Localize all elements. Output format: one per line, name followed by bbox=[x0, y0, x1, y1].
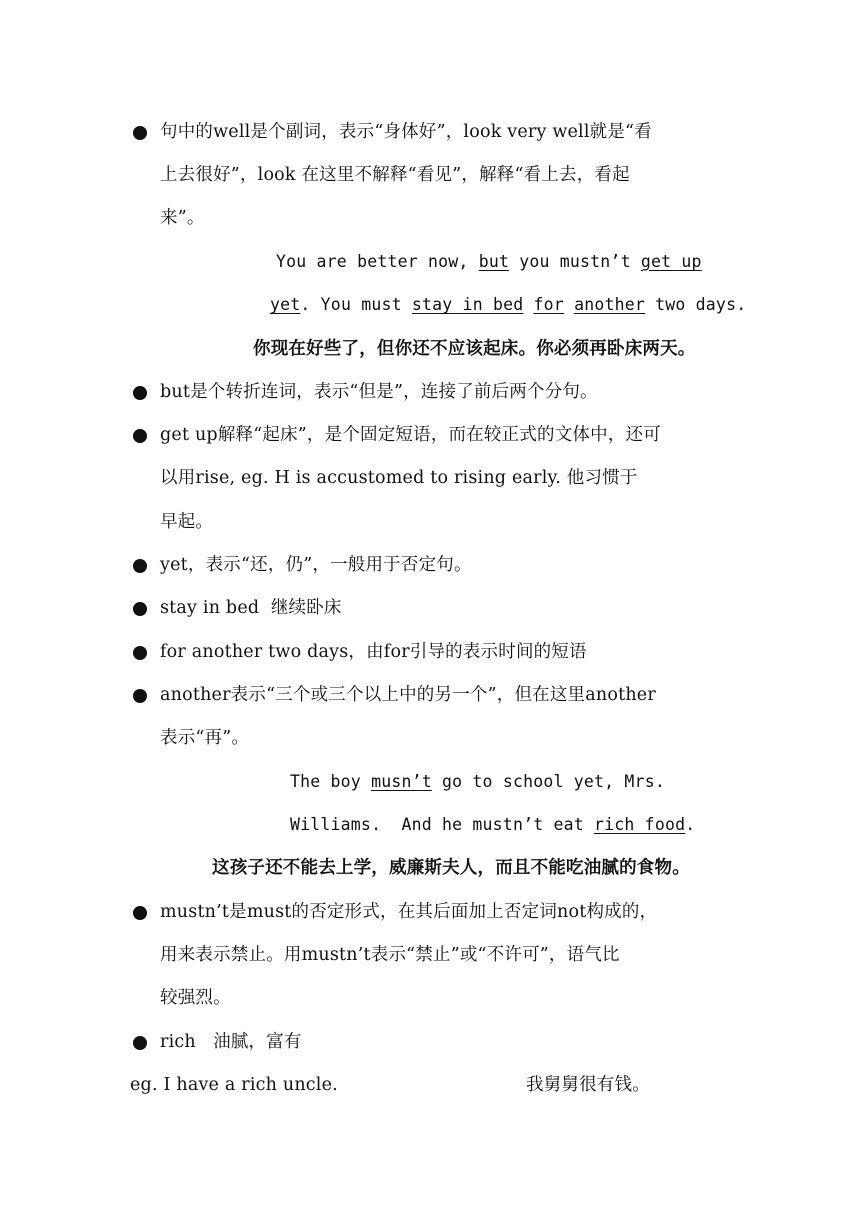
note-rich: rich 油腻，富有 bbox=[160, 1032, 302, 1052]
sentence-1-en-line-1 bbox=[276, 250, 702, 274]
bullet-icon bbox=[133, 689, 147, 703]
underlined-phrase: for bbox=[533, 295, 564, 314]
underlined-phrase: another bbox=[574, 295, 645, 314]
note-mustnt-line-1: mustn’t是must的否定形式，在其后面加上否定词not构成的， bbox=[160, 902, 658, 922]
note-getup-line-1: get up解释“起床”，是个固定短语，而在较正式的文体中，还可 bbox=[160, 425, 661, 445]
note-well-line-3: 来”。 bbox=[160, 208, 205, 228]
bullet-icon bbox=[133, 906, 147, 920]
bullet-icon bbox=[133, 559, 147, 573]
bullet-icon bbox=[133, 1036, 147, 1050]
sentence-1-en-line-2 bbox=[270, 293, 746, 317]
underlined-phrase: but bbox=[478, 252, 510, 271]
text-run: The boy bbox=[290, 772, 372, 791]
note-well-line-2: 上去很好”，look 在这里不解释“看见”，解释“看上去，看起 bbox=[160, 165, 630, 185]
underlined-phrase: musn’t bbox=[371, 772, 432, 791]
note-mustnt-line-3: 较强烈。 bbox=[160, 988, 231, 1008]
underlined-phrase: get up bbox=[640, 252, 702, 271]
note-another-line-2: 表示“再”。 bbox=[160, 728, 250, 748]
example-cn: 我舅舅很有钱。 bbox=[526, 1075, 650, 1095]
text-run: two days. bbox=[645, 295, 747, 314]
text-run: Williams. And he mustn’t eat bbox=[290, 815, 595, 834]
note-mustnt-line-2: 用来表示禁止。用mustn’t表示“禁止”或“不许可”，语气比 bbox=[160, 945, 620, 965]
note-another-line-1: another表示“三个或三个以上中的另一个”，但在这里another bbox=[160, 685, 656, 705]
bullet-icon bbox=[133, 602, 147, 616]
text-run: . bbox=[685, 815, 696, 834]
example-en: eg. I have a rich uncle. bbox=[130, 1075, 338, 1095]
text-run: You are better now, bbox=[276, 252, 479, 271]
text-run: . You must bbox=[300, 295, 412, 314]
sentence-2-en-line-2 bbox=[290, 813, 695, 837]
sentence-1-translation: 你现在好些了，但你还不应该起床。你必须再卧床两天。 bbox=[253, 339, 696, 359]
sentence-2-en-line-1 bbox=[290, 770, 665, 794]
note-but: but是个转折连词，表示“但是”，连接了前后两个分句。 bbox=[160, 382, 598, 402]
note-getup-line-2: 以用rise, eg. H is accustomed to rising early. 他习惯于 bbox=[160, 468, 638, 488]
underlined-phrase: rich food bbox=[594, 815, 686, 834]
note-getup-line-3: 早起。 bbox=[160, 512, 214, 532]
note-stay-in-bed: stay in bed 继续卧床 bbox=[160, 598, 342, 618]
bullet-icon bbox=[133, 646, 147, 660]
text-run: you mustn’t bbox=[509, 252, 641, 271]
text-run bbox=[523, 295, 533, 314]
bullet-icon bbox=[133, 429, 147, 443]
underlined-phrase: yet bbox=[270, 295, 301, 314]
bullet-icon bbox=[133, 126, 147, 140]
note-well-line-1: 句中的well是个副词，表示“身体好”，look very well就是“看 bbox=[160, 122, 652, 142]
underlined-phrase: stay in bed bbox=[411, 295, 524, 314]
note-for-another: for another two days，由for引导的表示时间的短语 bbox=[160, 642, 587, 662]
text-run bbox=[564, 295, 574, 314]
sentence-2-translation: 这孩子还不能去上学，威廉斯夫人，而且不能吃油腻的食物。 bbox=[212, 858, 690, 878]
bullet-icon bbox=[133, 386, 147, 400]
text-run: go to school yet, Mrs. bbox=[431, 772, 665, 791]
note-yet: yet，表示“还，仍”，一般用于否定句。 bbox=[160, 555, 472, 575]
